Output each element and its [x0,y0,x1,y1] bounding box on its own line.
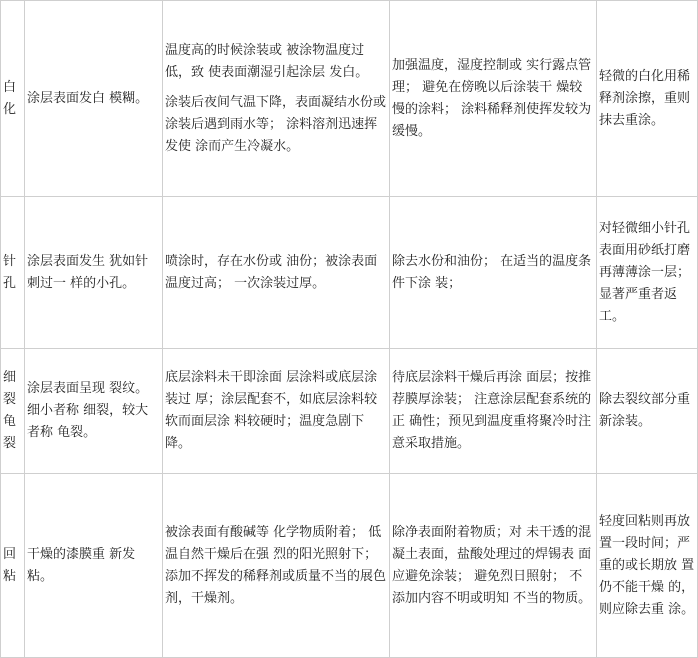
defect-name-cell: 针孔 [1,197,25,349]
prevention-cell: 待底层涂料干燥后再涂 面层；按推荐膜厚涂装； 注意涂层配套系统的正 确性；预见到温度重将聚冷时注 意采取措施。 [390,349,597,474]
table-row [1,474,698,658]
defect-name-cell: 细裂龟裂 [1,349,25,474]
symptom-cell: 涂层表面发生 犹如针刺过一 样的小孔。 [25,197,163,349]
table-row [1,1,698,197]
cause-cell [163,197,390,349]
prevention-cell: 加强温度，湿度控制或 实行露点管理； 避免在傍晚以后涂装干 燥较慢的涂料； 涂料稀释剂使挥发较为 缓慢。 [390,1,597,197]
remedy-cell: 轻度回粘则再放 置一段时间；严重的或长期放 置仍不能干燥 的，则应除去重 涂。 [597,474,698,658]
cause-cell [163,1,390,197]
cause-paragraph: 涂装后夜间气温下降，表面凝结水份或 涂装后遇到雨水等； 涂料溶剂迅速挥发使 涂而产生冷凝水。 [165,94,387,154]
cause-paragraph: 底层涂料未干即涂面 层涂料或底层涂装过 厚；涂层配套不，如底层涂料较软而面层涂 料较硬时；温度急剧下降。 [165,370,378,451]
table-row [1,197,698,349]
cause-paragraph: 被涂表面有酸碱等 化学物质附着； 低温自然干燥后在强 烈的阳光照射下； 添加不挥发的稀释剂或质量不当的展色 剂，干燥剂。 [165,524,387,606]
symptom-cell: 涂层表面发白 模糊。 [25,1,163,197]
symptom-cell: 干燥的漆膜重 新发粘。 [25,474,163,658]
cause-cell [163,474,390,658]
remedy-cell: 除去裂纹部分重 新涂装。 [597,349,698,474]
table-row [1,349,698,474]
remedy-cell: 轻微的白化用稀 释剂涂擦，重则 抹去重涂。 [597,1,698,197]
cause-paragraph: 喷涂时，存在水份或 油份；被涂表面温度过高； 一次涂装过厚。 [165,253,378,291]
defect-name-cell: 白化 [1,1,25,197]
defect-name-cell: 回粘 [1,474,25,658]
prevention-cell: 除净表面附着物质；对 未干透的混凝土表面，盐酸处理过的焊锡表 面应避免涂装； 避免烈日照射； 不添加内容不明或明知 不当的物质。 [390,474,597,658]
prevention-cell: 除去水份和油份； 在适当的温度条件下涂 装； [390,197,597,349]
symptom-cell: 涂层表面呈现 裂纹。 细小者称 细裂，较大者称 龟裂。 [25,349,163,474]
cause-paragraph: 温度高的时候涂装或 被涂物温度过低，致 使表面潮湿引起涂层 发白。 [165,42,369,80]
remedy-cell: 对轻微细小针孔 表面用砂纸打磨 再薄薄涂一层； 显著严重者返 工。 [597,197,698,349]
cause-cell [163,349,390,474]
